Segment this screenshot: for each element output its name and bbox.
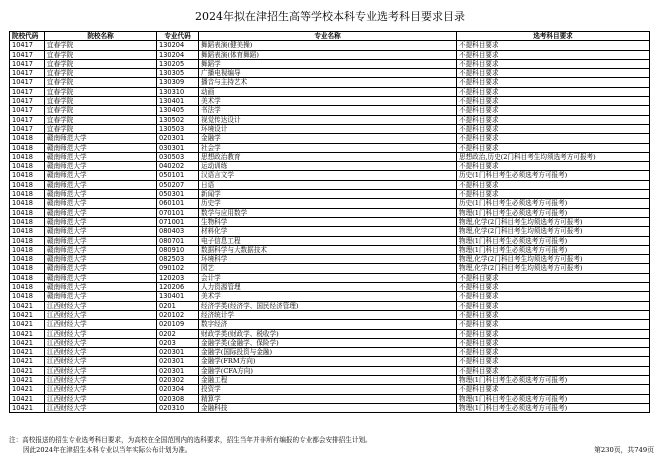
cell-school-code: 10421 xyxy=(10,348,45,357)
cell-major-code: 071001 xyxy=(157,217,199,226)
cell-school-name: 赣南师范大学 xyxy=(45,143,157,152)
cell-major-name: 数据科学与大数据技术 xyxy=(199,245,457,254)
cell-school-code: 10418 xyxy=(10,180,45,189)
cell-major-code: 130405 xyxy=(157,106,199,115)
table-row xyxy=(10,171,650,180)
table-row xyxy=(10,69,650,78)
cell-school-code: 10418 xyxy=(10,171,45,180)
cell-major-name: 财政学类(财政学、税收学) xyxy=(199,329,457,338)
cell-school-name: 江西财经大学 xyxy=(45,329,157,338)
cell-subject-requirement: 不提科目要求 xyxy=(457,87,650,96)
cell-school-name: 宜春学院 xyxy=(45,87,157,96)
header-subject-requirement: 选考科目要求 xyxy=(457,32,650,41)
cell-school-name: 江西财经大学 xyxy=(45,338,157,347)
table-row xyxy=(10,320,650,329)
table-row xyxy=(10,338,650,347)
cell-school-name: 江西财经大学 xyxy=(45,385,157,394)
cell-major-name: 会计学 xyxy=(199,273,457,282)
table-row xyxy=(10,87,650,96)
cell-major-code: 130205 xyxy=(157,59,199,68)
cell-school-code: 10421 xyxy=(10,385,45,394)
cell-subject-requirement: 不提科目要求 xyxy=(457,283,650,292)
cell-school-code: 10418 xyxy=(10,227,45,236)
cell-subject-requirement: 不提科目要求 xyxy=(457,78,650,87)
cell-subject-requirement: 不提科目要求 xyxy=(457,366,650,375)
cell-subject-requirement: 不提科目要求 xyxy=(457,69,650,78)
footer-note xyxy=(9,435,654,455)
table-row xyxy=(10,227,650,236)
cell-major-code: 082503 xyxy=(157,255,199,264)
cell-school-code: 10417 xyxy=(10,97,45,106)
cell-school-code: 10421 xyxy=(10,310,45,319)
cell-subject-requirement: 不提科目要求 xyxy=(457,134,650,143)
cell-major-code: 080701 xyxy=(157,236,199,245)
cell-major-name: 社会学 xyxy=(199,143,457,152)
cell-school-code: 10421 xyxy=(10,320,45,329)
cell-subject-requirement: 不提科目要求 xyxy=(457,180,650,189)
cell-major-name: 播音与主持艺术 xyxy=(199,78,457,87)
cell-subject-requirement: 不提科目要求 xyxy=(457,385,650,394)
cell-subject-requirement: 不提科目要求 xyxy=(457,143,650,152)
cell-major-code: 130305 xyxy=(157,69,199,78)
cell-school-code: 10418 xyxy=(10,273,45,282)
cell-major-name: 美术学 xyxy=(199,292,457,301)
cell-subject-requirement: 思想政治,历史(2门科目考生均须选考方可报考) xyxy=(457,152,650,161)
cell-major-name: 思想政治教育 xyxy=(199,152,457,161)
cell-subject-requirement: 不提科目要求 xyxy=(457,41,650,50)
cell-school-code: 10421 xyxy=(10,394,45,403)
table-body xyxy=(10,41,650,413)
table-row xyxy=(10,143,650,152)
cell-subject-requirement: 不提科目要求 xyxy=(457,162,650,171)
cell-major-code: 070101 xyxy=(157,208,199,217)
cell-subject-requirement: 物理(1门科目考生必须选考方可报考) xyxy=(457,375,650,384)
header-school-name: 院校名称 xyxy=(45,32,157,41)
table-row xyxy=(10,199,650,208)
table-row xyxy=(10,366,650,375)
header-major-code: 专业代码 xyxy=(157,32,199,41)
table-row xyxy=(10,348,650,357)
cell-school-code: 10421 xyxy=(10,357,45,366)
cell-school-code: 10421 xyxy=(10,301,45,310)
cell-major-code: 0203 xyxy=(157,338,199,347)
table-row xyxy=(10,162,650,171)
cell-school-code: 10418 xyxy=(10,152,45,161)
cell-major-name: 材料化学 xyxy=(199,227,457,236)
cell-major-code: 020302 xyxy=(157,375,199,384)
cell-major-code: 030301 xyxy=(157,143,199,152)
cell-major-name: 环境科学 xyxy=(199,255,457,264)
cell-major-code: 020301 xyxy=(157,134,199,143)
cell-major-code: 130502 xyxy=(157,115,199,124)
cell-subject-requirement: 物理(1门科目考生必须选考方可报考) xyxy=(457,245,650,254)
cell-major-name: 舞蹈表演(健美操) xyxy=(199,41,457,50)
cell-major-code: 130503 xyxy=(157,124,199,133)
table-row xyxy=(10,403,650,412)
cell-subject-requirement: 物理(1门科目考生必须选考方可报考) xyxy=(457,208,650,217)
cell-subject-requirement: 不提科目要求 xyxy=(457,348,650,357)
cell-school-name: 赣南师范大学 xyxy=(45,217,157,226)
cell-major-code: 020310 xyxy=(157,403,199,412)
cell-major-code: 120206 xyxy=(157,283,199,292)
cell-major-name: 视觉传达设计 xyxy=(199,115,457,124)
footer-note-line-1: 注：高校报送的招生专业选考科目要求，为高校在全国范围内的选科要求，招生当年并非所有编报的专业都会安排招生计划。 xyxy=(9,436,372,444)
cell-school-code: 10417 xyxy=(10,41,45,50)
cell-school-code: 10418 xyxy=(10,283,45,292)
cell-subject-requirement: 不提科目要求 xyxy=(457,190,650,199)
cell-school-name: 赣南师范大学 xyxy=(45,134,157,143)
cell-major-code: 050207 xyxy=(157,180,199,189)
cell-subject-requirement: 不提科目要求 xyxy=(457,320,650,329)
table-row xyxy=(10,310,650,319)
cell-school-code: 10418 xyxy=(10,236,45,245)
cell-subject-requirement: 不提科目要求 xyxy=(457,357,650,366)
table-row xyxy=(10,329,650,338)
table-row xyxy=(10,115,650,124)
cell-subject-requirement: 历史(1门科目考生必须选考方可报考) xyxy=(457,171,650,180)
cell-school-name: 赣南师范大学 xyxy=(45,236,157,245)
cell-major-code: 130401 xyxy=(157,97,199,106)
cell-major-code: 030503 xyxy=(157,152,199,161)
cell-major-code: 130401 xyxy=(157,292,199,301)
cell-school-name: 赣南师范大学 xyxy=(45,227,157,236)
cell-school-code: 10418 xyxy=(10,217,45,226)
cell-school-name: 赣南师范大学 xyxy=(45,283,157,292)
cell-school-name: 宜春学院 xyxy=(45,106,157,115)
cell-major-code: 020301 xyxy=(157,348,199,357)
cell-subject-requirement: 不提科目要求 xyxy=(457,292,650,301)
cell-major-name: 汉语言文学 xyxy=(199,171,457,180)
cell-subject-requirement: 物理,化学(2门科目考生均须选考方可报考) xyxy=(457,255,650,264)
cell-major-name: 电子信息工程 xyxy=(199,236,457,245)
table-row xyxy=(10,375,650,384)
cell-major-name: 舞蹈学 xyxy=(199,59,457,68)
table-row xyxy=(10,385,650,394)
table-row xyxy=(10,208,650,217)
table-row xyxy=(10,41,650,50)
table-row xyxy=(10,134,650,143)
cell-school-name: 江西财经大学 xyxy=(45,375,157,384)
cell-school-code: 10417 xyxy=(10,106,45,115)
cell-school-name: 赣南师范大学 xyxy=(45,245,157,254)
cell-major-name: 广播电视编导 xyxy=(199,69,457,78)
cell-subject-requirement: 不提科目要求 xyxy=(457,106,650,115)
table-row xyxy=(10,50,650,59)
cell-school-name: 赣南师范大学 xyxy=(45,180,157,189)
cell-school-code: 10421 xyxy=(10,329,45,338)
cell-school-code: 10418 xyxy=(10,264,45,273)
cell-school-code: 10418 xyxy=(10,199,45,208)
cell-major-code: 130204 xyxy=(157,41,199,50)
cell-school-name: 宜春学院 xyxy=(45,97,157,106)
cell-subject-requirement: 不提科目要求 xyxy=(457,50,650,59)
cell-major-name: 人力资源管理 xyxy=(199,283,457,292)
cell-major-name: 动画 xyxy=(199,87,457,96)
cell-school-code: 10417 xyxy=(10,50,45,59)
cell-school-code: 10417 xyxy=(10,78,45,87)
cell-major-name: 美术学 xyxy=(199,97,457,106)
cell-school-code: 10417 xyxy=(10,69,45,78)
cell-major-name: 日语 xyxy=(199,180,457,189)
table-row xyxy=(10,283,650,292)
cell-school-code: 10418 xyxy=(10,162,45,171)
cell-school-name: 宜春学院 xyxy=(45,69,157,78)
cell-school-code: 10418 xyxy=(10,245,45,254)
cell-school-name: 赣南师范大学 xyxy=(45,199,157,208)
cell-major-code: 120203 xyxy=(157,273,199,282)
cell-major-code: 0202 xyxy=(157,329,199,338)
document-title: 2024年拟在津招生高等学校本科专业选考科目要求目录 xyxy=(195,10,465,23)
table-row xyxy=(10,245,650,254)
cell-school-code: 10418 xyxy=(10,255,45,264)
cell-subject-requirement: 不提科目要求 xyxy=(457,273,650,282)
cell-major-name: 历史学 xyxy=(199,199,457,208)
cell-subject-requirement: 不提科目要求 xyxy=(457,59,650,68)
cell-major-name: 环境设计 xyxy=(199,124,457,133)
cell-major-name: 数学与应用数学 xyxy=(199,208,457,217)
cell-school-code: 10417 xyxy=(10,124,45,133)
cell-subject-requirement: 物理(1门科目考生必须选考方可报考) xyxy=(457,236,650,245)
cell-major-code: 050101 xyxy=(157,171,199,180)
table-row xyxy=(10,190,650,199)
cell-school-code: 10421 xyxy=(10,375,45,384)
table-row xyxy=(10,264,650,273)
cell-major-name: 经济学类(经济学、国民经济管理) xyxy=(199,301,457,310)
table-row xyxy=(10,236,650,245)
cell-major-name: 生物科学 xyxy=(199,217,457,226)
cell-school-code: 10418 xyxy=(10,292,45,301)
header-major-name: 专业名称 xyxy=(199,32,457,41)
cell-school-name: 赣南师范大学 xyxy=(45,190,157,199)
cell-school-name: 宜春学院 xyxy=(45,50,157,59)
cell-school-code: 10418 xyxy=(10,208,45,217)
cell-school-name: 赣南师范大学 xyxy=(45,152,157,161)
cell-subject-requirement: 不提科目要求 xyxy=(457,301,650,310)
cell-subject-requirement: 不提科目要求 xyxy=(457,115,650,124)
cell-school-code: 10421 xyxy=(10,366,45,375)
cell-school-code: 10418 xyxy=(10,190,45,199)
cell-subject-requirement: 不提科目要求 xyxy=(457,97,650,106)
cell-subject-requirement: 物理,化学(2门科目考生均须选考方可报考) xyxy=(457,217,650,226)
cell-major-name: 投资学 xyxy=(199,385,457,394)
table-row xyxy=(10,106,650,115)
cell-school-name: 宜春学院 xyxy=(45,124,157,133)
cell-subject-requirement: 物理(1门科目考生必须选考方可报考) xyxy=(457,403,650,412)
cell-major-name: 园艺 xyxy=(199,264,457,273)
cell-school-name: 江西财经大学 xyxy=(45,320,157,329)
cell-subject-requirement: 物理,化学(2门科目考生均须选考方可报考) xyxy=(457,264,650,273)
cell-school-name: 赣南师范大学 xyxy=(45,255,157,264)
cell-school-code: 10417 xyxy=(10,115,45,124)
cell-subject-requirement: 不提科目要求 xyxy=(457,338,650,347)
cell-school-name: 宜春学院 xyxy=(45,115,157,124)
cell-school-name: 江西财经大学 xyxy=(45,394,157,403)
cell-subject-requirement: 历史(1门科目考生必须选考方可报考) xyxy=(457,199,650,208)
cell-school-name: 宜春学院 xyxy=(45,59,157,68)
cell-school-name: 江西财经大学 xyxy=(45,403,157,412)
cell-major-code: 050301 xyxy=(157,190,199,199)
header-school-code: 院校代码 xyxy=(10,32,45,41)
table-row xyxy=(10,152,650,161)
cell-major-name: 金融学类(金融学、保险学) xyxy=(199,338,457,347)
cell-major-name: 数字经济 xyxy=(199,320,457,329)
cell-major-name: 金融工程 xyxy=(199,375,457,384)
cell-major-name: 新闻学 xyxy=(199,190,457,199)
footer-note-line-2: 因此2024年在津招生本科专业以当年实际公布计划为准。 xyxy=(23,446,192,454)
page-indicator: 第230页，共749页 xyxy=(594,446,654,454)
cell-school-name: 赣南师范大学 xyxy=(45,171,157,180)
cell-major-name: 金融学(CFA方向) xyxy=(199,366,457,375)
cell-school-name: 宜春学院 xyxy=(45,41,157,50)
cell-major-code: 080910 xyxy=(157,245,199,254)
cell-school-code: 10421 xyxy=(10,403,45,412)
cell-school-code: 10417 xyxy=(10,87,45,96)
table-row xyxy=(10,292,650,301)
cell-major-code: 130309 xyxy=(157,78,199,87)
cell-school-name: 江西财经大学 xyxy=(45,301,157,310)
table-row xyxy=(10,97,650,106)
cell-subject-requirement: 物理(1门科目考生必须选考方可报考) xyxy=(457,394,650,403)
table-header-row xyxy=(10,32,650,41)
cell-major-code: 020304 xyxy=(157,385,199,394)
cell-major-name: 精算学 xyxy=(199,394,457,403)
cell-school-name: 宜春学院 xyxy=(45,78,157,87)
cell-major-name: 运动训练 xyxy=(199,162,457,171)
cell-major-code: 020301 xyxy=(157,366,199,375)
cell-major-name: 金融科技 xyxy=(199,403,457,412)
table-row xyxy=(10,217,650,226)
cell-major-code: 0201 xyxy=(157,301,199,310)
table-row xyxy=(10,301,650,310)
cell-school-code: 10418 xyxy=(10,134,45,143)
cell-school-name: 赣南师范大学 xyxy=(45,162,157,171)
cell-major-code: 060101 xyxy=(157,199,199,208)
cell-major-name: 金融学 xyxy=(199,134,457,143)
cell-school-name: 江西财经大学 xyxy=(45,348,157,357)
cell-major-code: 020301 xyxy=(157,357,199,366)
cell-school-name: 江西财经大学 xyxy=(45,310,157,319)
cell-subject-requirement: 不提科目要求 xyxy=(457,310,650,319)
table-row xyxy=(10,180,650,189)
cell-subject-requirement: 不提科目要求 xyxy=(457,329,650,338)
cell-school-code: 10417 xyxy=(10,59,45,68)
cell-major-code: 020102 xyxy=(157,310,199,319)
table-row xyxy=(10,273,650,282)
cell-major-name: 舞蹈表演(体育舞蹈) xyxy=(199,50,457,59)
cell-major-code: 020308 xyxy=(157,394,199,403)
cell-major-code: 040202 xyxy=(157,162,199,171)
cell-major-name: 金融学(FRM方向) xyxy=(199,357,457,366)
cell-major-code: 020109 xyxy=(157,320,199,329)
cell-school-name: 赣南师范大学 xyxy=(45,264,157,273)
cell-school-code: 10421 xyxy=(10,338,45,347)
requirements-table xyxy=(9,31,650,413)
cell-major-code: 130310 xyxy=(157,87,199,96)
table-row xyxy=(10,124,650,133)
cell-major-name: 经济统计学 xyxy=(199,310,457,319)
cell-subject-requirement: 不提科目要求 xyxy=(457,124,650,133)
table-row xyxy=(10,394,650,403)
cell-subject-requirement: 物理,化学(2门科目考生均须选考方可报考) xyxy=(457,227,650,236)
cell-school-name: 赣南师范大学 xyxy=(45,208,157,217)
cell-school-name: 赣南师范大学 xyxy=(45,273,157,282)
cell-major-code: 130204 xyxy=(157,50,199,59)
table-row xyxy=(10,78,650,87)
cell-major-code: 080403 xyxy=(157,227,199,236)
table-row xyxy=(10,357,650,366)
cell-major-name: 金融学(国际投资与金融) xyxy=(199,348,457,357)
cell-school-code: 10418 xyxy=(10,143,45,152)
cell-major-code: 090102 xyxy=(157,264,199,273)
cell-major-name: 书法学 xyxy=(199,106,457,115)
cell-school-name: 江西财经大学 xyxy=(45,366,157,375)
cell-school-name: 赣南师范大学 xyxy=(45,292,157,301)
table-row xyxy=(10,255,650,264)
cell-school-name: 江西财经大学 xyxy=(45,357,157,366)
table-row xyxy=(10,59,650,68)
